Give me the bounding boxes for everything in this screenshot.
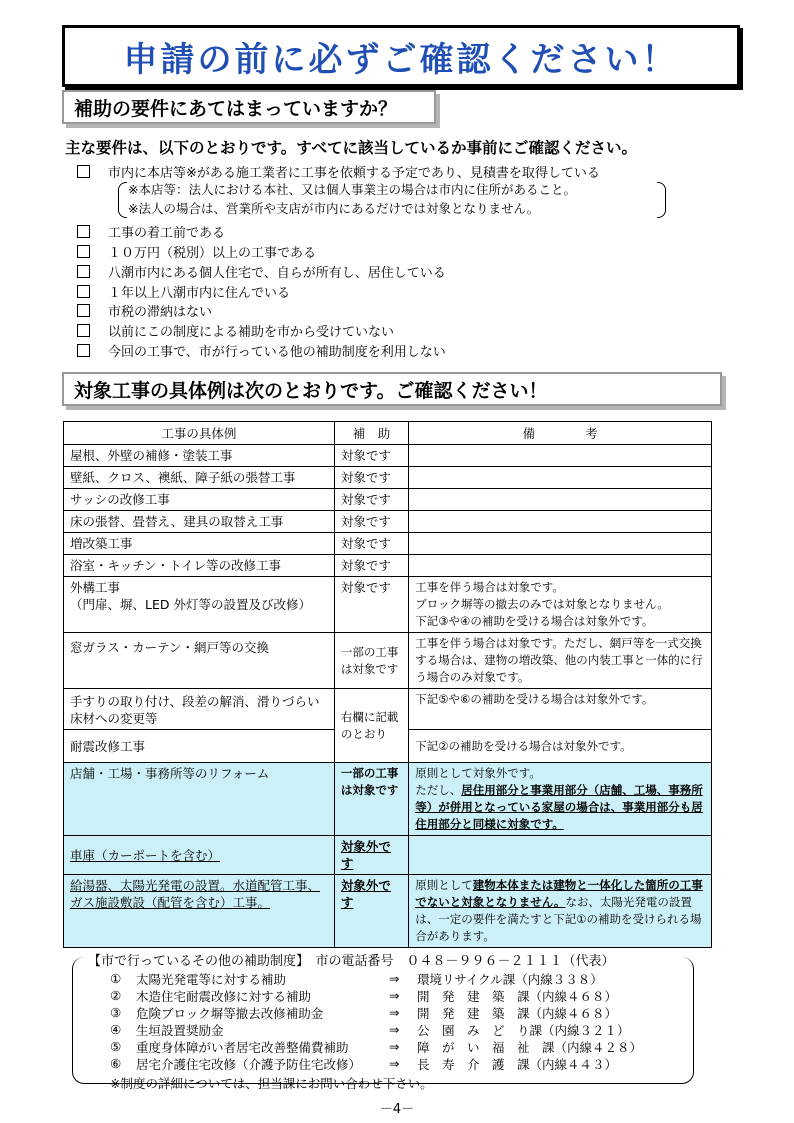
section-heading-examples: 対象工事の具体例は次のとおりです。ご確認ください！ [62,372,722,406]
head-office-note: ※本店等：法人における本社、又は個人事業主の場合は市内に住所があること。 ※法人の場合は、営業所や支店が市内にあるだけでは対象となりません。 [118,180,666,218]
table-row: 壁紙、クロス、襖紙、障子紙の張替工事 対象です [64,467,712,489]
list-item: １年以上八潮市内に住んでいる [77,281,600,301]
table-row: 給湯器、太陽光発電の設置。水道配管工事、ガス施設敷設（配管を含む）工事。 対象外です 原則として建物本体または建物と一体化した箇所の工事でないと対象となりません。なお、太陽光発電の設置は、一定の要件を満たすと下記①の補助を受けられる場合があります。 [64,875,712,948]
table-row: 耐震改修工事 下記②の補助を受ける場合は対象外です。 [64,730,712,763]
table-row: 手すりの取り付け、段差の解消、滑りづらい床材への変更等 右欄に記載のとおり 下記⑤や⑥の補助を受ける場合は対象外です。 [64,689,712,730]
arrow-icon: ⇒ [389,971,400,986]
list-item: ① 太陽光発電等に対する補助 ⇒ 環境リサイクル課（内線３３８） [110,971,603,987]
list-item: ⑤ 重度身体障がい者居宅改善整備費補助 ⇒ 障 が い 福 祉 課（内線４２８） [110,1039,643,1055]
list-item: 市内に本店等※がある施工業者に工事を依頼する予定であり、見積書を取得している [77,162,600,182]
checkbox[interactable] [77,285,90,298]
works-table [63,421,712,948]
list-item: ④ 生垣設置奨励金 ⇒ 公 園 み ど り課（内線３２１） [110,1022,630,1038]
list-item: 今回の工事で、市が行っている他の補助制度を利用しない [77,341,600,361]
arrow-icon: ⇒ [389,1022,400,1037]
table-row: 浴室・キッチン・トイレ等の改修工事 対象です [64,555,712,577]
table-row: 外構工事 （門扉、塀、LED 外灯等の設置及び改修） 対象です 工事を伴う場合は対象です。 ブロック塀等の撤去のみでは対象となりません。 下記③や④の補助を受ける場合は対象外です。 [64,577,712,633]
checkbox[interactable] [77,165,90,178]
list-item: 八潮市内にある個人住宅で、自らが所有し、居住している [77,261,600,281]
table-row: 増改築工事 対象です [64,533,712,555]
checkbox[interactable] [77,344,90,357]
list-item: ② 木造住宅耐震改修に対する補助 ⇒ 開 発 建 築 課（内線４６８） [110,988,618,1004]
list-item: ⑥ 居宅介護住宅改修（介護予防住宅改修） ⇒ 長 寿 介 護 課（内線４４３） [110,1056,618,1072]
arrow-icon: ⇒ [389,1039,400,1054]
arrow-icon: ⇒ [389,1056,400,1071]
requirements-lead: 主な要件は、以下のとおりです。すべてに該当しているか事前にご確認ください。 [65,139,637,157]
table-row: 車庫（カーポートを含む） 対象外です [64,836,712,875]
checkbox[interactable] [77,225,90,238]
page-title: 申請の前に必ずご確認ください！ [62,25,740,87]
arrow-icon: ⇒ [389,1005,400,1020]
list-item: ③ 危険ブロック塀等撤去改修補助金 ⇒ 開 発 建 築 課（内線４６８） [110,1005,618,1021]
table-header-row: 工事の具体例 補 助 備 考 [64,422,712,445]
arrow-icon: ⇒ [389,988,400,1003]
table-row: 店舗・工場・事務所等のリフォーム 一部の工事は対象です 原則として対象外です。 ただし、居住用部分と事業用部分（店舗、工場、事務所等）が併用となっている家屋の場合は、事業用部分も居住用部分と同様に対象です。 [64,763,712,836]
list-item: 以前にこの制度による補助を市から受けていない [77,321,600,341]
checkbox[interactable] [77,324,90,337]
other-programs-footnote: ※制度の詳細については、担当課にお問い合わせ下さい。 [110,1076,433,1091]
list-item: 市税の滞納はない [77,301,600,321]
table-row: サッシの改修工事 対象です [64,489,712,511]
other-programs-heading: 【市で行っているその他の補助制度】 市の電話番号 ０４８－９９６－２１１１（代表） [84,950,619,969]
table-row: 窓ガラス・カーテン・網戸等の交換 一部の工事は対象です 工事を伴う場合は対象です。ただし、網戸等を一式交換する場合は、建物の増改築、他の内装工事と一体的に行う場合のみ対象です。 [64,633,712,689]
bracket-right [657,182,666,218]
list-item: 工事の着工前である [77,222,600,242]
table-row: 屋根、外壁の補修・塗装工事 対象です [64,445,712,467]
checkbox[interactable] [77,304,90,317]
other-programs-box [72,950,694,1091]
page-number: －4－ [379,1102,415,1117]
list-item: １０万円（税別）以上の工事である [77,242,600,262]
checkbox[interactable] [77,265,90,278]
table-row: 床の張替、畳替え、建具の取替え工事 対象です [64,511,712,533]
section-heading-requirements: 補助の要件にあてはまっていますか？ [62,90,436,124]
checkbox[interactable] [77,245,90,258]
bracket-left [118,182,127,218]
